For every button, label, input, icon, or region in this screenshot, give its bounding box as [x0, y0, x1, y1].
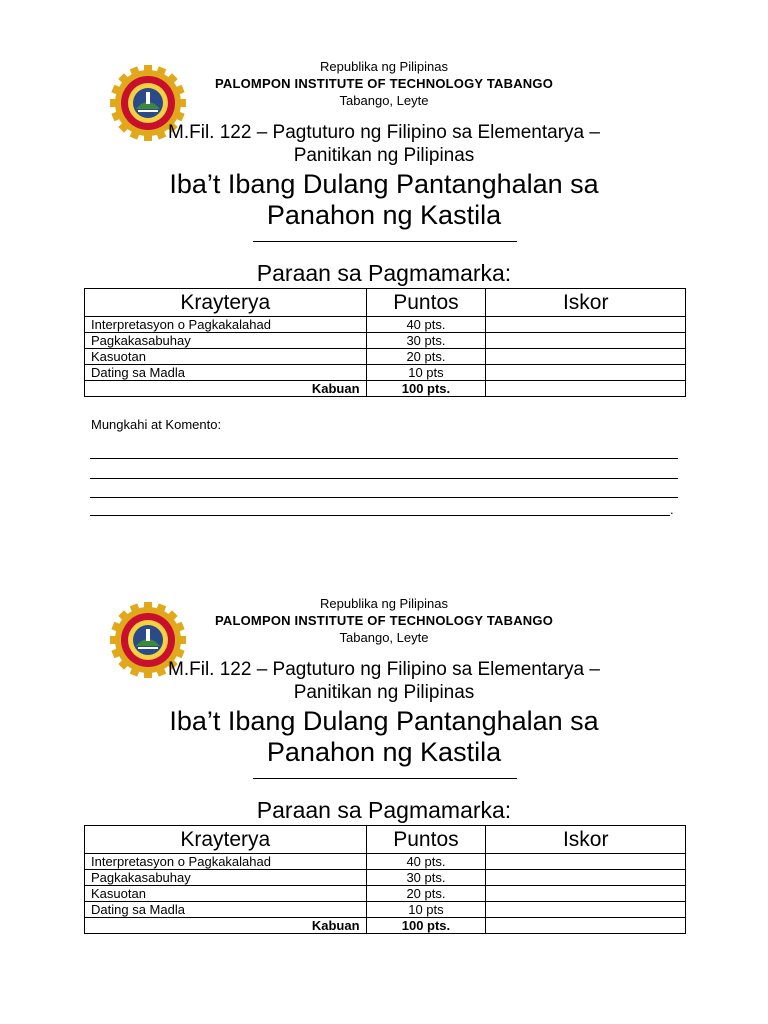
score-cell[interactable]: [486, 870, 686, 886]
republic-label: Republika ng Pilipinas: [320, 596, 448, 611]
points-cell: 10 pts: [366, 902, 486, 918]
table-row: [85, 886, 686, 902]
institute-name: PALOMPON INSTITUTE OF TECHNOLOGY TABANGO: [214, 613, 554, 628]
title-line-1: Iba’t Ibang Dulang Pantanghalan sa: [169, 706, 599, 736]
score-cell[interactable]: [486, 854, 686, 870]
criterion-cell: Dating sa Madla: [85, 902, 367, 918]
table-header-row: [85, 826, 686, 854]
criterion-cell: Interpretasyon o Pagkakalahad: [85, 317, 367, 333]
activity-title: [84, 706, 684, 768]
republic-label: Republika ng Pilipinas: [320, 59, 448, 74]
comments-label: Mungkahi at Komento:: [91, 417, 222, 432]
table-row: [85, 870, 686, 886]
activity-title: [84, 169, 684, 231]
total-label: Kabuan: [85, 381, 367, 397]
comment-line[interactable]: [90, 515, 670, 516]
table-row: [85, 854, 686, 870]
rubric-table: [84, 825, 686, 934]
table-row: [85, 365, 686, 381]
header-points: Puntos: [366, 826, 486, 854]
score-cell[interactable]: [486, 349, 686, 365]
course-line-2: Panitikan ng Pilipinas: [293, 145, 475, 166]
course-line-1: M.Fil. 122 – Pagtuturo ng Filipino sa Elementarya –: [168, 122, 600, 143]
header-points: Puntos: [366, 289, 486, 317]
points-cell: 20 pts.: [366, 349, 486, 365]
institute-name: PALOMPON INSTITUTE OF TECHNOLOGY TABANGO: [214, 76, 554, 91]
comment-line[interactable]: [90, 497, 678, 498]
table-row: [85, 317, 686, 333]
comments-end-period: .: [670, 502, 674, 517]
criterion-cell: Dating sa Madla: [85, 365, 367, 381]
scoring-heading: Paraan sa Pagmamarka:: [256, 797, 512, 823]
course-line-1: M.Fil. 122 – Pagtuturo ng Filipino sa Elementarya –: [168, 659, 600, 680]
name-line: [253, 241, 517, 242]
rubric-table: [84, 288, 686, 397]
comment-line[interactable]: [90, 458, 678, 459]
criterion-cell: Kasuotan: [85, 886, 367, 902]
header-score: Iskor: [486, 826, 686, 854]
institution-header: [150, 595, 618, 646]
total-points: 100 pts.: [366, 918, 486, 934]
scoring-heading: Paraan sa Pagmamarka:: [256, 260, 512, 286]
criterion-cell: Pagkakasabuhay: [85, 333, 367, 349]
table-row: [85, 349, 686, 365]
institution-header: [150, 58, 618, 109]
title-line-2: Panahon ng Kastila: [266, 200, 502, 230]
course-line-2: Panitikan ng Pilipinas: [293, 682, 475, 703]
header-criteria: Krayterya: [85, 826, 367, 854]
table-row: [85, 902, 686, 918]
score-cell[interactable]: [486, 333, 686, 349]
points-cell: 10 pts: [366, 365, 486, 381]
points-cell: 30 pts.: [366, 870, 486, 886]
table-header-row: [85, 289, 686, 317]
header-score: Iskor: [486, 289, 686, 317]
score-cell[interactable]: [486, 365, 686, 381]
total-points: 100 pts.: [366, 381, 486, 397]
criterion-cell: Interpretasyon o Pagkakalahad: [85, 854, 367, 870]
total-label: Kabuan: [85, 918, 367, 934]
score-cell[interactable]: [486, 317, 686, 333]
points-cell: 40 pts.: [366, 317, 486, 333]
points-cell: 30 pts.: [366, 333, 486, 349]
institute-location: Tabango, Leyte: [339, 630, 429, 645]
institute-location: Tabango, Leyte: [339, 93, 429, 108]
title-line-1: Iba’t Ibang Dulang Pantanghalan sa: [169, 169, 599, 199]
score-cell[interactable]: [486, 886, 686, 902]
course-title: [84, 121, 684, 167]
score-cell[interactable]: [486, 902, 686, 918]
criterion-cell: Kasuotan: [85, 349, 367, 365]
course-title: [84, 658, 684, 704]
comment-line[interactable]: [90, 478, 678, 479]
header-criteria: Krayterya: [85, 289, 367, 317]
total-score-cell[interactable]: [486, 918, 686, 934]
points-cell: 20 pts.: [366, 886, 486, 902]
table-row: [85, 333, 686, 349]
name-line: [253, 778, 517, 779]
points-cell: 40 pts.: [366, 854, 486, 870]
total-row: [85, 918, 686, 934]
criterion-cell: Pagkakasabuhay: [85, 870, 367, 886]
total-score-cell[interactable]: [486, 381, 686, 397]
total-row: [85, 381, 686, 397]
title-line-2: Panahon ng Kastila: [266, 737, 502, 767]
